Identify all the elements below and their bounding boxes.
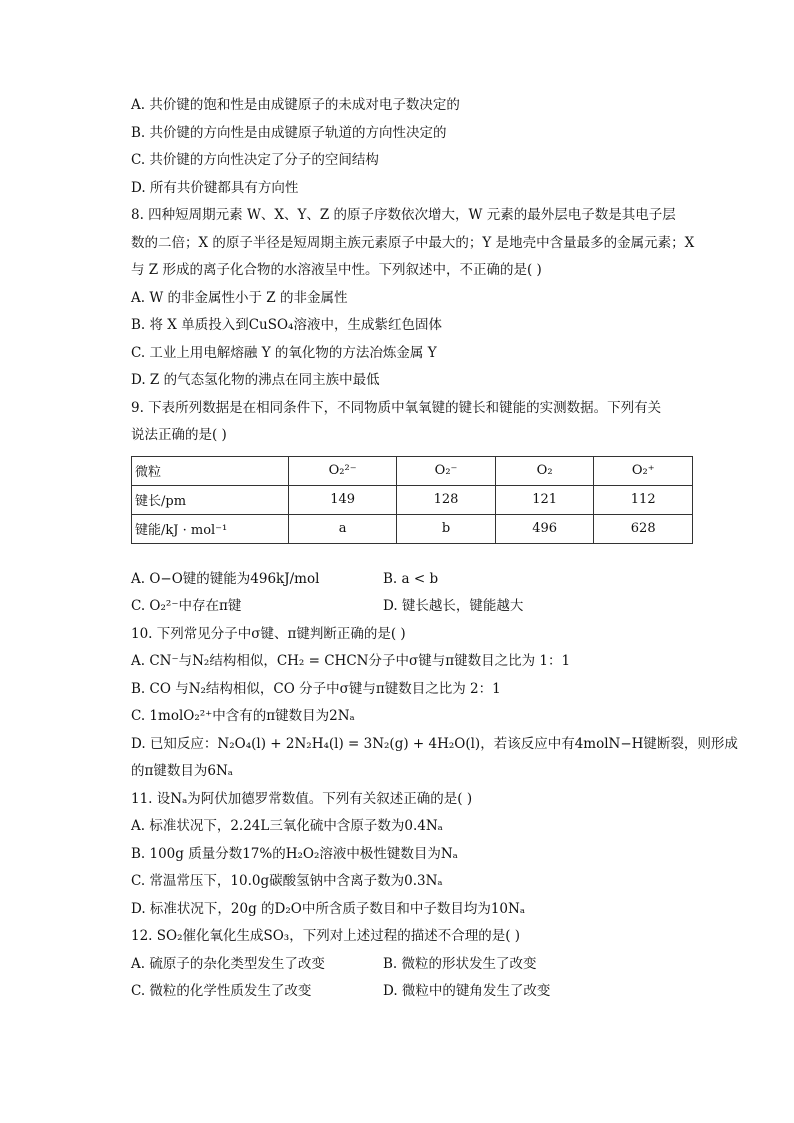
bond-data-table (131, 456, 693, 544)
option-b: B. 共价键的方向性是由成键原子轨道的方向性决定的 (131, 124, 447, 141)
table-header-row (132, 456, 693, 485)
option-d: D. 标准状况下，20g 的D₂O中所含质子数目和中子数目均为10Nₐ (131, 900, 526, 917)
q9-options-row (131, 593, 691, 621)
table-cell: a (289, 514, 397, 543)
table-cell: 键能/kJ · mol⁻¹ (132, 514, 289, 543)
option-a: A. O−O键的键能为496kJ/mol (131, 570, 320, 587)
q8-stem-line: 8. 四种短周期元素 W、X、Y、Z 的原子序数依次增大，W 元素的最外层电子数是其电子层 (131, 207, 676, 223)
table-cell: O₂⁺ (594, 456, 693, 485)
table-cell: O₂⁻ (397, 456, 496, 485)
option-b: B. 微粒的形状发生了改变 (383, 955, 537, 972)
question-11 (131, 786, 691, 924)
q8-stem-line: 与 Z 形成的离子化合物的水溶液呈中性。下列叙述中，不正确的是( ) (131, 262, 542, 278)
table-cell: 128 (397, 485, 496, 514)
table-cell: 微粒 (132, 456, 289, 485)
option-b: B. 100g 质量分数17%的H₂O₂溶液中极性键数目为Nₐ (131, 845, 458, 862)
option-d-continued: 的π键数目为6Nₐ (131, 763, 233, 779)
option-d: D. 所有共价键都具有方向性 (131, 179, 299, 196)
q10-stem: 10. 下列常见分子中σ键、π键判断正确的是( ) (131, 625, 406, 642)
table-cell: 496 (495, 514, 594, 543)
table-cell: 121 (495, 485, 594, 514)
option-a: A. W 的非金属性小于 Z 的非金属性 (131, 289, 348, 306)
option-d: D. Z 的气态氢化物的沸点在同主族中最低 (131, 372, 380, 388)
q9-stem-line: 说法正确的是( ) (131, 427, 227, 443)
q9-options-row (131, 566, 691, 594)
option-d: D. 微粒中的键角发生了改变 (383, 983, 551, 999)
option-a: A. 标准状况下，2.24L三氧化硫中含原子数为0.4Nₐ (131, 818, 443, 834)
option-b: B. 将 X 单质投入到CuSO₄溶液中，生成紫红色固体 (131, 317, 442, 333)
q12-stem: 12. SO₂催化氧化生成SO₃，下列对上述过程的描述不合理的是( ) (131, 928, 521, 944)
option-c: C. 微粒的化学性质发生了改变 (131, 983, 312, 999)
option-b: B. a < b (383, 570, 439, 587)
question-9 (131, 395, 691, 621)
option-c: C. O₂²⁻中存在π键 (131, 598, 242, 614)
q8-stem-line: 数的二倍；X 的原子半径是短周期主族元素原子中最大的；Y 是地壳中含量最多的金属元素；X (131, 234, 695, 251)
option-c: C. 1molO₂²⁺中含有的π键数目为2Nₐ (131, 708, 355, 724)
table-cell: 键长/pm (132, 485, 289, 514)
table-cell: O₂²⁻ (289, 456, 397, 485)
option-a: A. 硫原子的杂化类型发生了改变 (131, 955, 325, 972)
exam-page (131, 92, 738, 1006)
option-c: C. 工业上用电解熔融 Y 的氧化物的方法冶炼金属 Y (131, 344, 437, 361)
table-cell: 112 (594, 485, 693, 514)
option-a: A. CN⁻与N₂结构相似，CH₂ = CHCN分子中σ键与π键数目之比为 1：1 (131, 653, 571, 669)
table-cell: b (397, 514, 496, 543)
table-cell: O₂ (495, 456, 594, 485)
option-b: B. CO 与N₂结构相似，CO 分子中σ键与π键数目之比为 2：1 (131, 680, 501, 697)
option-c: C. 共价键的方向性决定了分子的空间结构 (131, 152, 379, 168)
question-12 (131, 923, 691, 1006)
q12-options-row (131, 951, 691, 979)
option-d: D. 键长越长，键能越大 (383, 598, 524, 614)
table-cell: 149 (289, 485, 397, 514)
option-a: A. 共价键的饱和性是由成键原子的未成对电子数决定的 (131, 97, 460, 113)
table-row (132, 514, 693, 543)
option-c: C. 常温常压下，10.0g碳酸氢钠中含离子数为0.3Nₐ (131, 873, 443, 889)
question-8 (131, 202, 695, 395)
q9-stem-line: 9. 下表所列数据是在相同条件下，不同物质中氧氧键的键长和键能的实测数据。下列有关 (131, 399, 662, 416)
table-cell: 628 (594, 514, 693, 543)
q11-stem: 11. 设Nₐ为阿伏加德罗常数值。下列有关叙述正确的是( ) (131, 790, 473, 807)
question-10 (131, 621, 738, 786)
table-row (132, 485, 693, 514)
q12-options-row (131, 978, 691, 1006)
q7-options (131, 92, 691, 202)
option-d: D. 已知反应：N₂O₄(l) + 2N₂H₄(l) = 3N₂(g) + 4H₂O(l)，若该反应中有4molN−H键断裂，则形成 (131, 735, 738, 752)
